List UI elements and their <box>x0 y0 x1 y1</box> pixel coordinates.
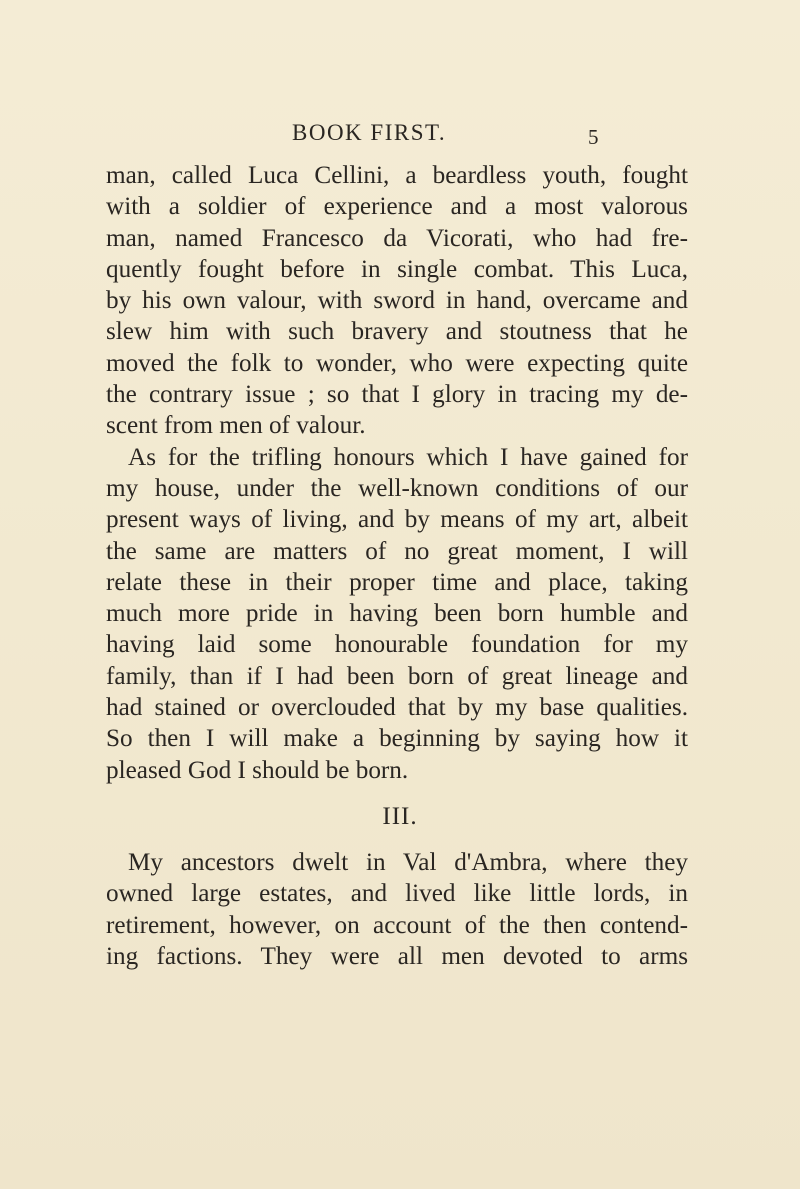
text-line: had stained or overclouded that by my base qualities. <box>106 694 688 722</box>
text-line: retirement, however, on account of the then contend- <box>106 911 688 939</box>
text-line: moved the folk to wonder, who were expecting quite <box>106 349 688 377</box>
page-number: 5 <box>588 125 599 149</box>
section-heading: III. <box>382 803 418 830</box>
text-line: present ways of living, and by means of my art, albeit <box>106 506 688 534</box>
text-block-top <box>106 160 688 786</box>
text-line: my house, under the well-known conditions of our <box>106 474 688 502</box>
text-line: owned large estates, and lived like little lords, in <box>106 880 688 908</box>
text-line: My ancestors dwelt in Val d'Ambra, where they <box>128 849 688 876</box>
text-line: So then I will make a beginning by saying how it <box>106 725 688 753</box>
text-line: scent from men of valour. <box>106 412 366 440</box>
running-title: BOOK FIRST. <box>292 120 447 145</box>
text-line: family, than if I had been born of great lineage and <box>106 662 688 690</box>
text-line: the same are matters of no great moment, I will <box>106 537 688 565</box>
paragraph-3 <box>106 847 688 972</box>
text-line: As for the trifling honours which I have gained for <box>128 443 688 471</box>
text-line: with a soldier of experience and a most valorous <box>106 193 688 221</box>
paragraph-1 <box>106 160 688 442</box>
text-line: slew him with such bravery and stoutness that he <box>106 318 688 346</box>
text-line: man, named Francesco da Vicorati, who had fre- <box>106 224 688 252</box>
text-line: the contrary issue ; so that I glory in tracing my de- <box>106 381 688 409</box>
text-line: pleased God I should be born. <box>106 756 409 784</box>
text-line: much more pride in having been born humble and <box>106 600 688 628</box>
text-line: having laid some honourable foundation for my <box>106 631 688 659</box>
text-line: quently fought before in single combat. This Luca, <box>106 255 688 283</box>
text-line: ing factions. They were all men devoted to arms <box>106 942 688 970</box>
paragraph-2 <box>106 442 688 786</box>
running-head <box>0 118 800 148</box>
text-line: by his own valour, with sword in hand, overcame and <box>106 287 688 315</box>
text-line: relate these in their proper time and place, taking <box>106 568 688 596</box>
text-line: man, called Luca Cellini, a beardless youth, fought <box>106 162 688 189</box>
text-block-bottom <box>106 847 688 972</box>
